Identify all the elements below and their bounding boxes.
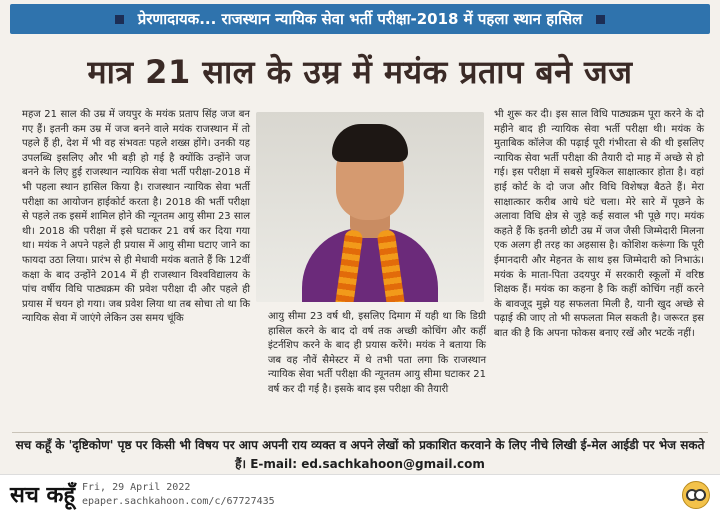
square-bullet-icon [596, 15, 605, 24]
portrait-photo [256, 112, 484, 302]
square-bullet-icon [115, 15, 124, 24]
epaper-link[interactable]: epaper.sachkahoon.com/c/67727435 [82, 496, 275, 507]
article-middle-column: आयु सीमा 23 वर्ष थी, इसलिए दिमाग में यही था कि डिग्री हासिल करने के बाद दो वर्ष तक अच्छी कोचिंग और कहीं इंटर्नशिप करने के बाद ही प्रयास करेंगे। मयंक ने बताया कि जब वह नौवें सैमेस्टर में थे तभी पता लगा कि राजस्थान न्यायिक सेवा भर्ती परीक्षा की न्यूनतम आयु सीमा घटाकर 21 वर्ष कर दी गई है। इसके बाद इस परीक्षा की तैयारी [268, 311, 486, 395]
footer [0, 474, 720, 514]
footer-date: Fri, 29 April 2022 [82, 482, 191, 493]
banner-bar [10, 4, 710, 34]
article-right-column: भी शुरू कर दी। इस साल विधि पाठ्यक्रम पूरा करने के दो महीने बाद ही न्यायिक सेवा भर्ती परीक्षा थी। मयंक के मुताबिक कॉलेज की पढ़ाई पूरी गंभीरता से की थी इसलिए न्यायिक सेवा भर्ती परीक्षा की तैयारी दो माह में अच्छे से हो गई। इस परीक्षा में सबसे मुश्किल साक्षात्कार होता है। वहां हाई कोर्ट के दो जज और विधि विशेषज्ञ बैठते हैं। मेरा साक्षात्कार करीब आधे घंटे चला। मेरे सारे में पूछने के अलावा विधि क्षेत्र से जुड़े कई सवाल भी पूछे गए। मयंक कहते हैं कि इतनी छोटी उम्र में जज जैसी जिम्मेदारी मिलना एक अलग ही तरह का अहसास है। कोशिश करूंगा कि पूरी ईमानदारी और मेहनत के साथ इस जिम्मेदारी को निभाऊं। मयंक के माता-पिता उदयपुर में सरकारी स्कूलों में वरिष्ठ शिक्षक हैं। मयंक का कहना है कि कहीं कोचिंग नहीं करने के बावजूद मुझे यह सफलता मिली है, यानी खुद अच्छे से पढ़ाई की जाए तो भी सफलता मिल सकती है। जरूरत इस बात की है कि अपना फोकस बनाए रखें और भटकें नहीं। [494, 109, 704, 339]
article-left-column: महज 21 साल की उम्र में जयपुर के मयंक प्रताप सिंह जज बन गए हैं। इतनी कम उम्र में जज बनने वाले मयंक राजस्थान में तो पहले हैं ही, देश में भी वह संभवतः पहले शख्स होंगे। उनकी यह उपलब्धि इसलिए और भी बड़ी हो गई है क्योंकि उन्होंने जज बनने के लिए हुई राजस्थान न्यायिक सेवा भर्ती परीक्षा-2018 में भी पहला स्थान हासिल किया है। राजस्थान न्यायिक सेवा भर्ती परीक्षा का आयोजन हाईकोर्ट करता है। 2018 की भर्ती परीक्षा से पहले तक इसमें शामिल होने की न्यूनतम आयु सीमा 23 साल थी। 2018 की परीक्षा में इसे घटाकर 21 वर्ष कर दिया गया था। मयंक ने अपने पहले ही प्रयास में आयु सीमा घटाए जाने का फायदा उठा लिया। प्रारंभ से ही मेधावी मयंक बताते हैं कि 12वीं कक्षा के बाद उन्होंने 2014 में ही राजस्थान विश्वविद्यालय के पांच वर्षीय विधि पाठ्यक्रम की प्रवेश परीक्षा दी और पहले ही प्रयास में चयन हो गया। जब प्रवेश लिया था तब सोचा तो था कि न्यायिक सेवा में जाएंगे लेकिन उस समय चूंकि [22, 109, 250, 325]
divider [12, 432, 708, 433]
banner-text: प्रेरणादायक... राजस्थान न्यायिक सेवा भर्ती परीक्षा-2018 में पहला स्थान हासिल [137, 10, 583, 28]
owl-icon [682, 481, 710, 509]
sach-kahoon-logo: सच कहूँ [10, 482, 76, 508]
email-notice: सच कहूँ के 'दृष्टिकोण' पृष्ठ पर किसी भी विषय पर आप अपनी राय व्यक्त व अपने लेखों को प्रकाशित करवाने के लिए नीचे लिखी ई-मेल आईडी पर भेज सकते हैं। E-mail: ed.sachkahoon@gmail.com [15, 438, 705, 471]
headline: मात्र 21 साल के उम्र में मयंक प्रताप बने जज [87, 53, 633, 91]
top-banner [0, 0, 720, 38]
